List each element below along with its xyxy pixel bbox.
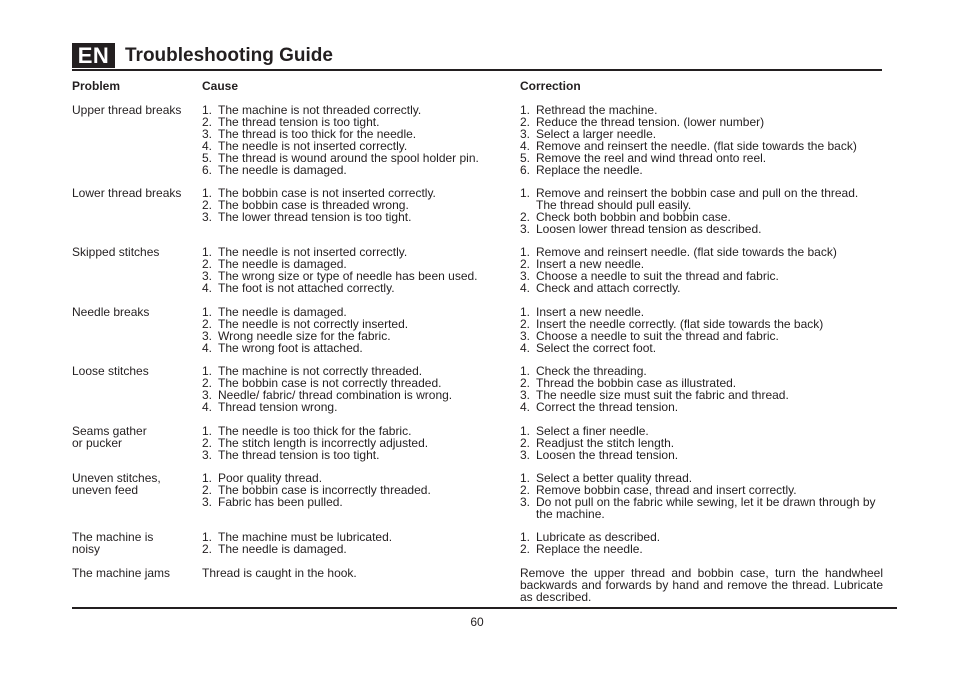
page-number: 60 [470,615,484,629]
item-number: 2. [202,436,213,450]
item-text: Remove the reel and wind thread onto reel. [536,151,767,165]
item-number: 1. [520,245,531,259]
item-text: Loosen the thread tension. [536,448,679,462]
item-number: 4. [520,281,531,295]
item-text: Needle/ fabric/ thread combination is wrong. [218,388,453,402]
footer-divider [72,607,897,609]
item-number: 1. [520,186,531,200]
cause-item [202,211,507,223]
item-number: 2. [202,115,213,129]
item-number: 3. [202,495,213,509]
problem-text: Upper thread breaks [72,103,182,117]
item-text: The bobbin case is not inserted correctly. [218,186,436,200]
item-number: 6. [202,163,213,177]
item-text: Select a finer needle. [536,424,649,438]
item-text: The needle size must suit the fabric and thread. [536,388,789,402]
correction-cell [520,365,883,413]
cause-item [202,543,507,555]
item-number: 2. [520,115,531,129]
item-number: 6. [520,163,531,177]
item-text: Correct the thread tension. [536,400,679,414]
correction-cell [520,472,883,520]
language-badge: EN [72,43,115,68]
item-text: Wrong needle size for the fabric. [218,329,391,343]
item-number: 3. [202,127,213,141]
cause-cell [202,425,507,461]
column-header-cause: Cause [202,79,239,93]
item-text: The lower thread tension is too tight. [218,210,412,224]
cause-cell [202,104,507,176]
cause-item [202,342,507,354]
item-text: Rethread the machine. [536,103,658,117]
problem-cell [72,246,197,258]
cause-item [202,449,507,461]
item-text: The needle is damaged. [218,305,347,319]
item-text: Select a better quality thread. [536,471,693,485]
item-text: Replace the needle. [536,542,643,556]
item-number: 2. [520,317,531,331]
item-text: The machine is not correctly threaded. [218,364,423,378]
correction-item [520,342,883,354]
item-text: The needle is not inserted correctly. [218,245,408,259]
item-number: 1. [520,305,531,319]
item-number: 1. [520,103,531,117]
item-number: 4. [202,400,213,414]
item-number: 3. [202,210,213,224]
item-text: The stitch length is incorrectly adjusted. [218,436,429,450]
item-number: 2. [520,436,531,450]
item-text: Thread tension wrong. [218,400,338,414]
problem-cell [72,104,197,116]
problem-text: Needle breaks [72,305,150,319]
correction-cell [520,104,883,176]
item-number: 2. [202,198,213,212]
item-text: Insert a new needle. [536,305,645,319]
item-number: 4. [520,400,531,414]
item-text: The needle is damaged. [218,163,347,177]
item-text: Remove and reinsert the bobbin case and pull on the thread. [536,186,859,200]
correction-cell [520,246,883,294]
item-number: 1. [202,364,213,378]
item-number: 1. [202,424,213,438]
item-number: 1. [202,103,213,117]
item-text: The machine is not threaded correctly. [218,103,422,117]
item-text: The needle is damaged. [218,542,347,556]
item-number: 1. [520,471,531,485]
correction-item [520,223,883,235]
problem-text: Lower thread breaks [72,186,182,200]
item-number: 1. [202,530,213,544]
problem-cell [72,187,197,199]
cause-item [202,496,507,508]
correction-cell [520,187,883,235]
item-text: Insert the needle correctly. (flat side towards the back) [536,317,824,331]
item-number: 2. [202,257,213,271]
item-number: 4. [202,341,213,355]
cause-cell [202,531,507,555]
cause-cell [202,365,507,413]
correction-item [520,164,883,176]
item-number: 4. [202,139,213,153]
item-number: 2. [520,376,531,390]
correction-item [520,449,883,461]
item-number: 4. [520,341,531,355]
correction-cell [520,567,883,603]
item-text: The foot is not attached correctly. [218,281,395,295]
item-number: 2. [520,257,531,271]
page-header [72,43,882,71]
item-number: 5. [202,151,213,165]
item-text: The needle is damaged. [218,257,347,271]
item-number: 4. [202,281,213,295]
item-number: 3. [520,388,531,402]
item-number: 3. [520,448,531,462]
correction-item [520,496,883,520]
column-header-problem: Problem [72,79,121,93]
item-text: The bobbin case is threaded wrong. [218,198,409,212]
item-text: The needle is not correctly inserted. [218,317,409,331]
item-text: Choose a needle to suit the thread and fabric. [536,329,779,343]
cause-item [202,164,507,176]
item-text: Check the threading. [536,364,647,378]
cause-item [202,401,507,413]
correction-item [520,543,883,555]
item-number: 3. [520,269,531,283]
item-text: Do not pull on the fabric while sewing, let it be drawn through by the machine. [536,495,876,521]
correction-item: Remove the upper thread and bobbin case, turn the handwheel backwards and forwards by hand and remove the thread. Lubricate as described. [520,566,883,604]
item-number: 2. [520,542,531,556]
problem-cell [72,472,197,496]
item-text: Remove and reinsert needle. (flat side towards the back) [536,245,837,259]
item-number: 3. [520,495,531,509]
item-number: 5. [520,151,531,165]
item-text: Thread the bobbin case as illustrated. [536,376,737,390]
item-number: 1. [520,530,531,544]
item-number: 3. [202,388,213,402]
problem-text: Skipped stitches [72,245,160,259]
item-number: 3. [520,222,531,236]
cause-cell [202,187,507,223]
item-number: 3. [202,329,213,343]
header-divider [72,69,882,71]
item-text: Loosen lower thread tension as described. [536,222,762,236]
item-text: Readjust the stitch length. [536,436,675,450]
problem-cell [72,306,197,318]
item-text: Select a larger needle. [536,127,657,141]
problem-text: The machine jams [72,566,171,580]
correction-cell [520,306,883,354]
item-text: The thread should pull easily. [536,198,692,212]
item-text: Poor quality thread. [218,471,323,485]
item-text: Check both bobbin and bobbin case. [536,210,731,224]
problem-cell [72,365,197,377]
item-number: 2. [202,542,213,556]
item-text: Fabric has been pulled. [218,495,343,509]
cause-item: Thread is caught in the hook. [202,566,357,580]
problem-cell [72,531,197,555]
item-text: Remove and reinsert the needle. (flat side towards the back) [536,139,857,153]
item-text: The machine must be lubricated. [218,530,393,544]
problem-cell [72,567,197,579]
item-text: Reduce the thread tension. (lower number) [536,115,765,129]
cause-cell [202,306,507,354]
cause-cell [202,246,507,294]
item-text: The bobbin case is incorrectly threaded. [218,483,431,497]
item-text: Lubricate as described. [536,530,661,544]
problem-text: The machine is [72,530,154,544]
cause-item [202,282,507,294]
problem-text: or pucker [72,436,123,450]
item-text: Check and attach correctly. [536,281,681,295]
item-text: The thread tension is too tight. [218,115,380,129]
item-number: 2. [202,483,213,497]
problem-cell [72,425,197,449]
correction-item [520,282,883,294]
correction-cell [520,531,883,555]
item-text: Insert a new needle. [536,257,645,271]
item-number: 2. [520,210,531,224]
column-header-correction: Correction [520,79,581,93]
item-number: 3. [520,127,531,141]
item-number: 1. [202,305,213,319]
item-number: 3. [520,329,531,343]
problem-text: Uneven stitches, [72,471,161,485]
page-title: Troubleshooting Guide [125,45,333,66]
item-text: The wrong size or type of needle has been used. [218,269,478,283]
item-text: Select the correct foot. [536,341,657,355]
item-text: The bobbin case is not correctly threaded. [218,376,442,390]
problem-text: Loose stitches [72,364,149,378]
problem-text: noisy [72,542,101,556]
item-number: 3. [202,269,213,283]
item-number: 1. [202,471,213,485]
item-text: The needle is not inserted correctly. [218,139,408,153]
correction-cell [520,425,883,461]
item-number: 1. [520,364,531,378]
item-text: The thread tension is too tight. [218,448,380,462]
item-text: The wrong foot is attached. [218,341,363,355]
item-number: 4. [520,139,531,153]
item-number: 2. [202,376,213,390]
item-text: Replace the needle. [536,163,643,177]
problem-text: uneven feed [72,483,139,497]
item-text: Remove bobbin case, thread and insert correctly. [536,483,797,497]
cause-cell [202,567,507,579]
item-number: 2. [520,483,531,497]
item-number: 2. [202,317,213,331]
item-number: 1. [202,186,213,200]
correction-item [520,401,883,413]
item-text: The needle is too thick for the fabric. [218,424,412,438]
item-text: The thread is too thick for the needle. [218,127,417,141]
cause-cell [202,472,507,508]
item-number: 1. [520,424,531,438]
problem-text: Seams gather [72,424,147,438]
item-number: 3. [202,448,213,462]
item-text: The thread is wound around the spool holder pin. [218,151,479,165]
item-number: 1. [202,245,213,259]
item-text: Choose a needle to suit the thread and fabric. [536,269,779,283]
